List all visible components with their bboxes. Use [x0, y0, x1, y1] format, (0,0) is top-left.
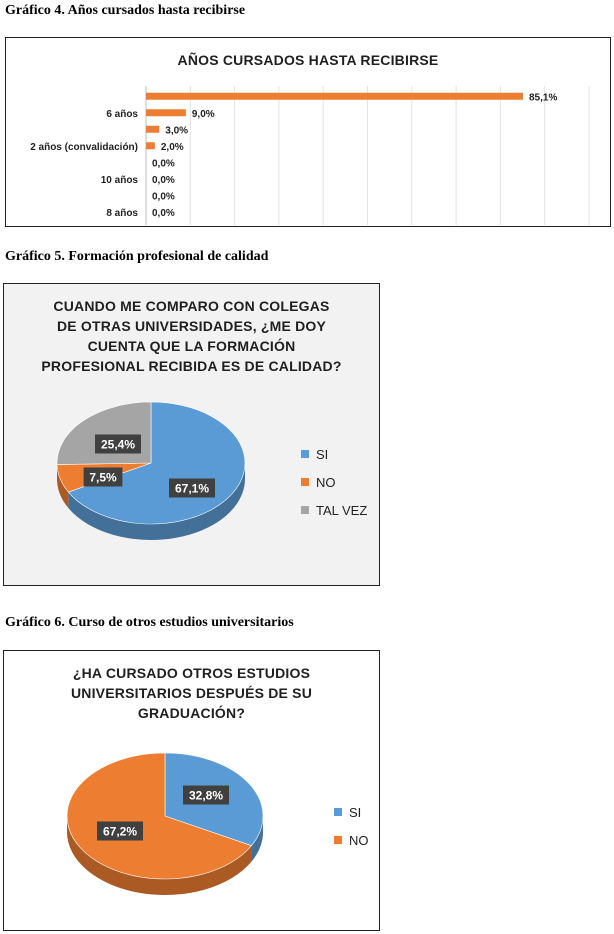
bar-chart-plot — [6, 38, 610, 226]
bar — [146, 126, 159, 133]
data-label: 7,5% — [89, 470, 117, 485]
title-line-2: DE OTRAS UNIVERSIDADES, ¿ME DOY — [56, 318, 327, 334]
data-label: 9,0% — [191, 108, 215, 120]
data-label: 67,2% — [102, 824, 138, 839]
caption-grafico-4: Gráfico 4. Años cursados hasta recibirse — [5, 3, 246, 18]
data-label: 25,4% — [100, 437, 136, 452]
legend-item-no — [334, 826, 369, 854]
legend-item-tal-vez — [301, 496, 367, 524]
data-label: 3,0% — [165, 125, 189, 137]
legend — [334, 798, 369, 854]
chart-formacion-calidad — [3, 283, 380, 586]
category-label: 10 años — [100, 174, 138, 186]
category-label: 8 años — [106, 207, 138, 219]
bar — [146, 109, 186, 116]
pie-chart-plot — [4, 651, 379, 930]
legend-label-no: NO — [349, 832, 369, 848]
caption-grafico-5: Gráfico 5. Formación profesional de calidad — [5, 249, 269, 264]
legend-swatch-si — [301, 450, 309, 458]
pie-chart-plot — [4, 284, 379, 585]
data-label: 0,0% — [152, 191, 175, 203]
title-line-1: CUANDO ME COMPARO CON COLEGAS — [53, 298, 330, 314]
legend-label-si: SI — [316, 446, 329, 462]
pie-slice — [57, 402, 151, 465]
legend-swatch-no — [334, 836, 342, 844]
legend-swatch-no — [301, 478, 309, 486]
legend-label-no: NO — [316, 474, 336, 490]
title-line-3: GRADUACIÓN? — [137, 705, 246, 721]
bar — [146, 93, 523, 100]
chart-title: AÑOS CURSADOS HASTA RECIBIRSE — [177, 52, 439, 68]
category-label: 2 años (convalidación) — [30, 141, 138, 153]
title-line-3: CUENTA QUE LA FORMACIÓN — [87, 338, 296, 354]
legend — [301, 440, 367, 524]
category-label: 6 años — [106, 108, 138, 120]
data-label: 67,1% — [174, 481, 210, 496]
legend-item-no — [301, 468, 367, 496]
legend-item-si — [301, 440, 367, 468]
data-label: 0,0% — [152, 207, 175, 219]
title-line-4: PROFESIONAL RECIBIDA ES DE CALIDAD? — [41, 358, 342, 374]
chart-anos-cursados — [5, 37, 611, 227]
legend-label-si: SI — [349, 804, 362, 820]
data-label: 0,0% — [152, 158, 175, 170]
chart-otros-estudios — [3, 650, 380, 931]
title-line-1: ¿HA CURSADO OTROS ESTUDIOS — [72, 665, 311, 681]
legend-swatch-tal-vez — [301, 506, 309, 514]
bar — [146, 142, 155, 149]
legend-label-tal-vez: TAL VEZ — [316, 502, 368, 518]
data-label: 2,0% — [160, 141, 184, 153]
data-label: 32,8% — [188, 788, 224, 803]
caption-grafico-6: Gráfico 6. Curso de otros estudios universitarios — [5, 615, 294, 630]
title-line-2: UNIVERSITARIOS DESPUÉS DE SU — [70, 685, 313, 701]
data-label: 0,0% — [152, 174, 175, 186]
data-label: 85,1% — [528, 92, 558, 104]
legend-swatch-si — [334, 808, 342, 816]
legend-item-si — [334, 798, 369, 826]
